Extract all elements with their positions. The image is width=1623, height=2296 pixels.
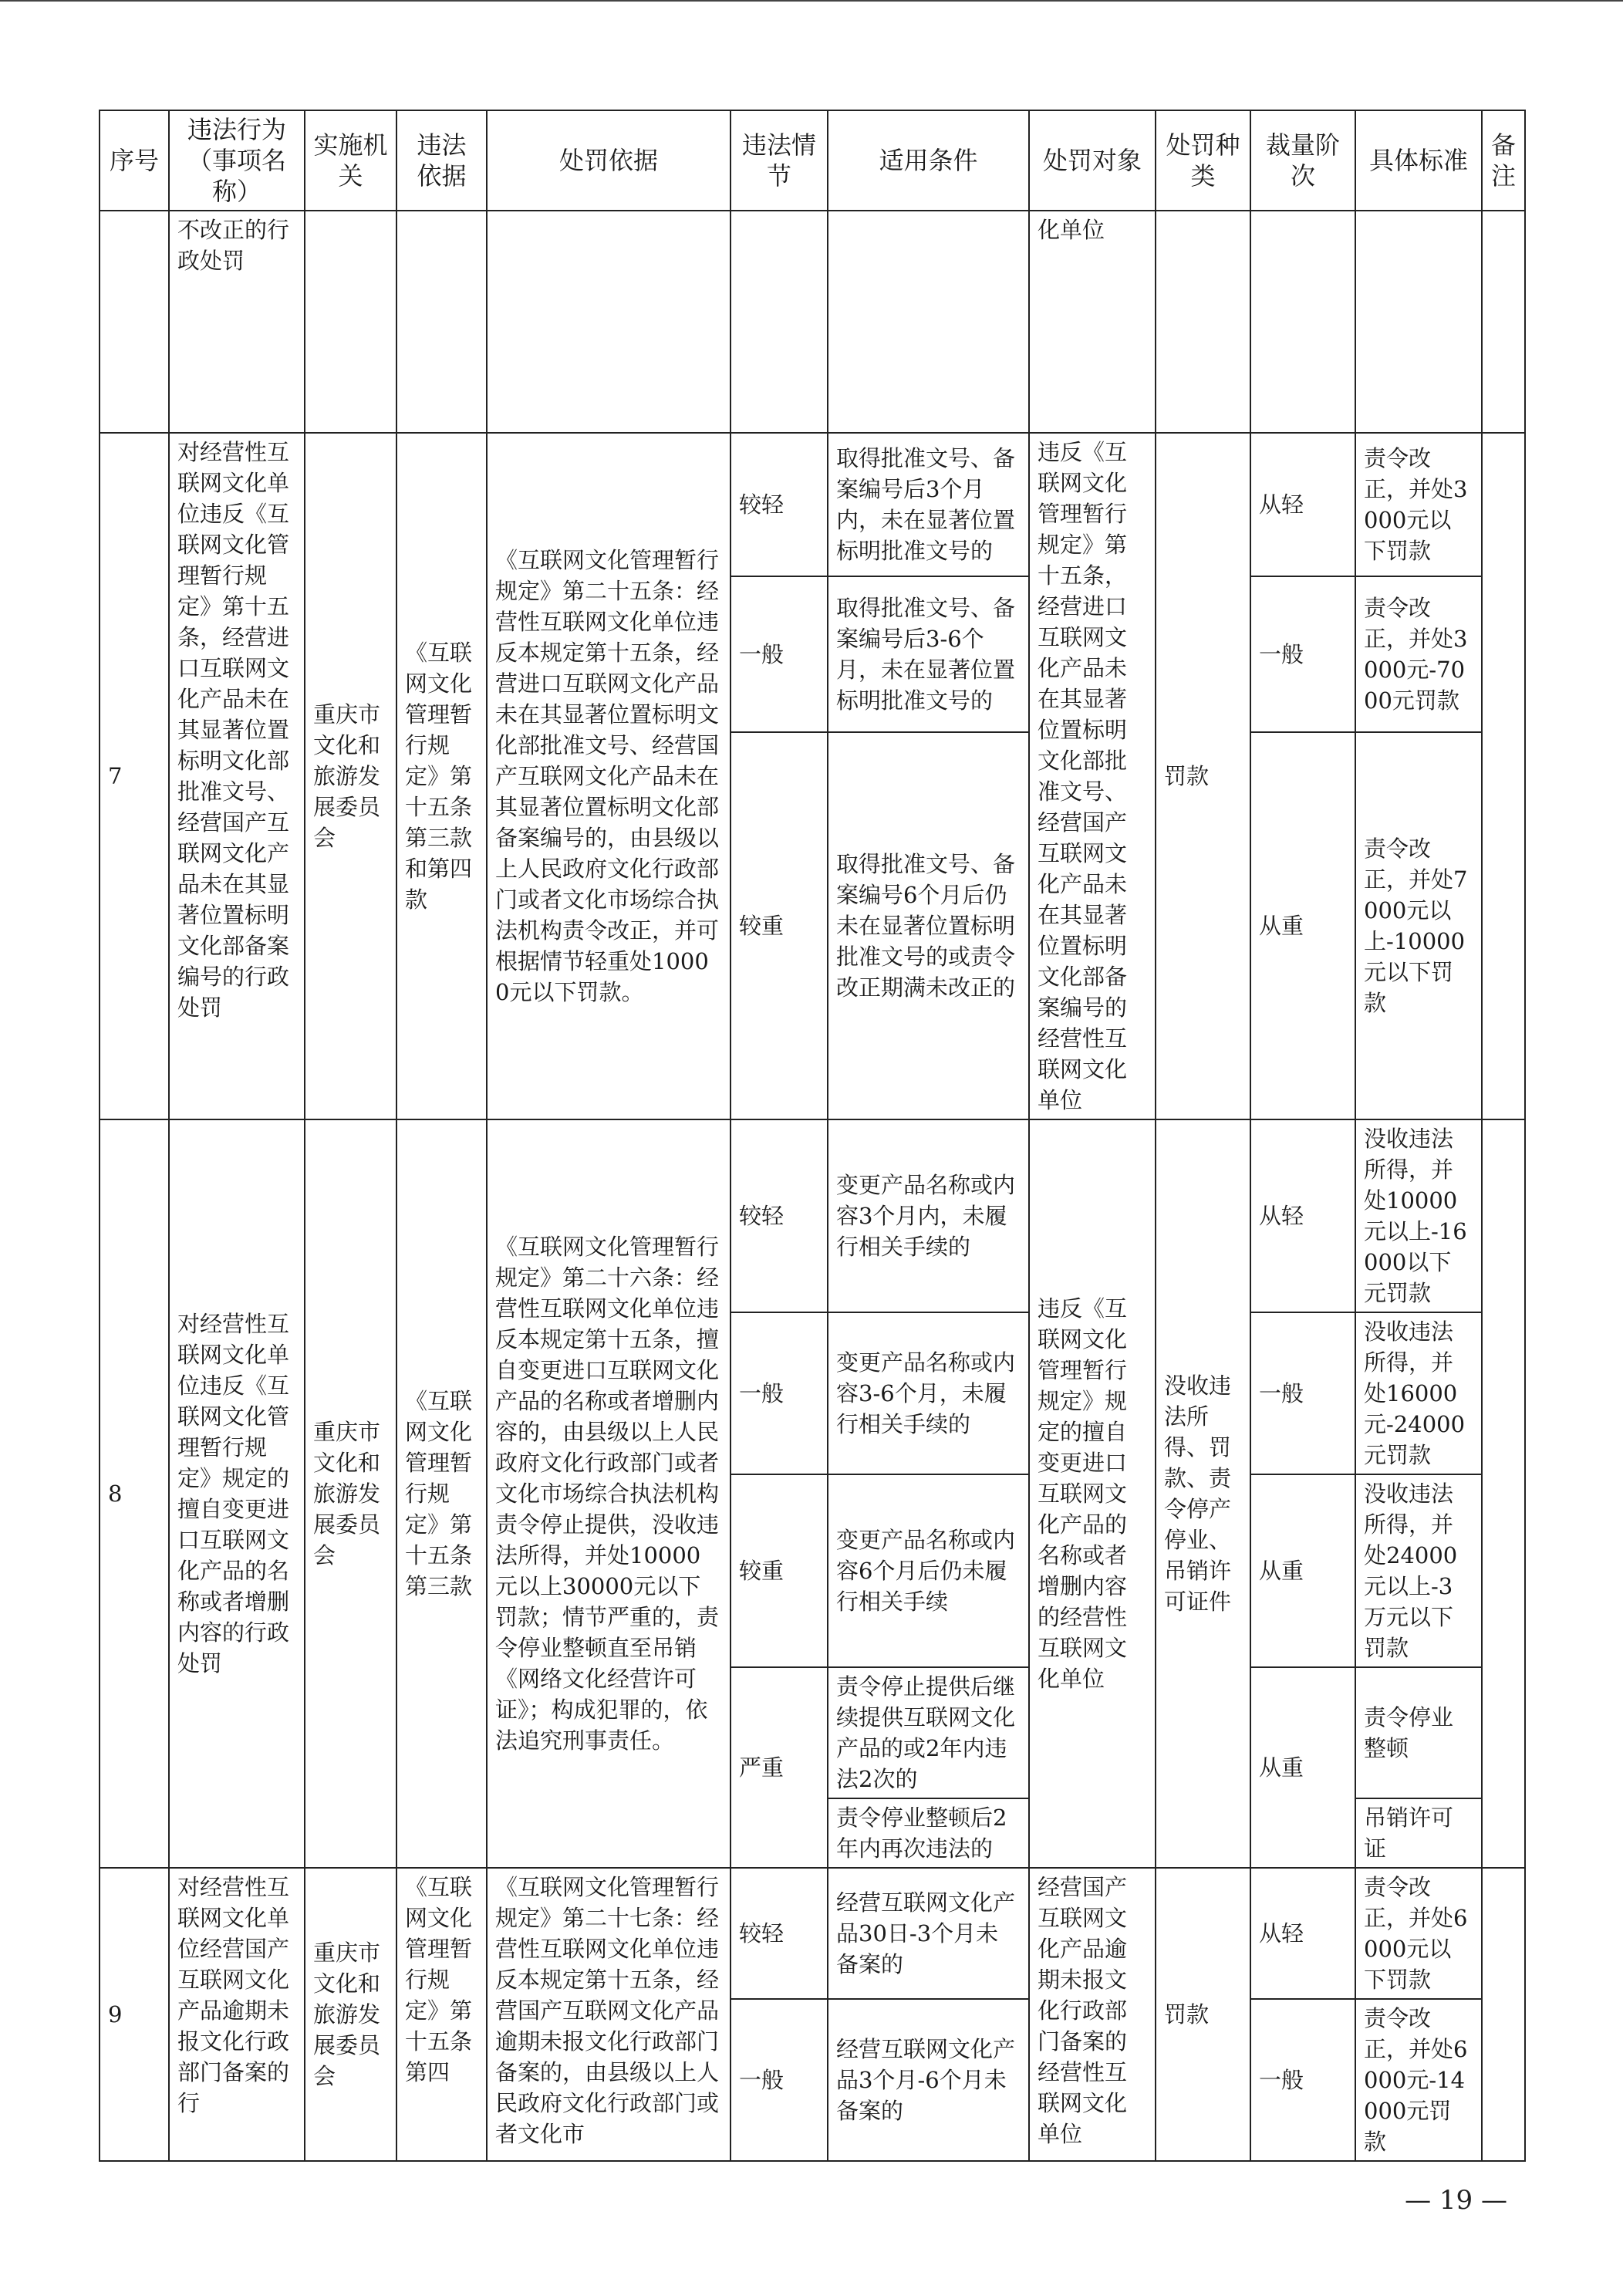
row8-standard-severe-2: 吊销许可证 xyxy=(1355,1798,1482,1868)
row7-penalty-basis: 《互联网文化管理暂行规定》第二十五条：经营性互联网文化单位违反本规定第十五条，经营进口互联网文化产品未在其显著位置标明文化部批准文号、经营国产互联网文化产品未在其显著位置标明文化部备案编号的，由县级以上人民政府文化行政部门或者文化市场综合执法机构责令改正，并可根据情节轻重处10000元以下罚款。 xyxy=(487,433,731,1119)
row7-circumstance-heavy: 较重 xyxy=(731,732,828,1119)
row8-circumstance-heavy: 较重 xyxy=(731,1474,828,1667)
row7-target: 违反《互联网文化管理暂行规定》第十五条，经营进口互联网文化产品未在其显著位置标明文化部批准文号、经营国产互联网文化产品未在其显著位置标明文化部备案编号的经营性互联网文化单位 xyxy=(1029,433,1156,1119)
header-type: 处罚种类 xyxy=(1156,110,1250,211)
row8-target: 违反《互联网文化管理暂行规定》规定的擅自变更进口互联网文化产品的名称或者增删内容的经营性互联网文化单位 xyxy=(1029,1119,1156,1868)
row7-behavior: 对经营性互联网文化单位违反《互联网文化管理暂行规定》第十五条，经营进口互联网文化产品未在其显著位置标明文化部批准文号、经营国产互联网文化产品未在其显著位置标明文化部备案编号的行政处罚 xyxy=(169,433,305,1119)
cont-seq xyxy=(100,211,169,433)
row7-standard-heavy: 责令改正，并处7000元以上-10000元以下罚款 xyxy=(1355,732,1482,1119)
row8-remark xyxy=(1482,1119,1525,1868)
row8-condition-light: 变更产品名称或内容3个月内，未履行相关手续的 xyxy=(828,1119,1029,1312)
cont-penalty-basis xyxy=(487,211,731,433)
header-penalty-basis: 处罚依据 xyxy=(487,110,731,211)
header-condition: 适用条件 xyxy=(828,110,1029,211)
row7-level-general: 一般 xyxy=(1250,576,1355,732)
row8-standard-light: 没收违法所得，并处10000元以上-16000以下元罚款 xyxy=(1355,1119,1482,1312)
row9-remark xyxy=(1482,1868,1525,2161)
table-row-8-light xyxy=(100,1119,1525,1312)
cont-standard xyxy=(1355,211,1482,433)
header-circumstance: 违法情节 xyxy=(731,110,828,211)
cont-circumstance xyxy=(731,211,828,433)
row9-agency: 重庆市文化和旅游发展委员会 xyxy=(305,1868,396,2161)
row9-level-general: 一般 xyxy=(1250,1999,1355,2161)
row9-circumstance-light: 较轻 xyxy=(731,1868,828,1999)
row8-condition-general: 变更产品名称或内容3-6个月，未履行相关手续的 xyxy=(828,1312,1029,1474)
row9-level-light: 从轻 xyxy=(1250,1868,1355,1999)
row8-level-light: 从轻 xyxy=(1250,1119,1355,1312)
row9-target: 经营国产互联网文化产品逾期未报文化行政部门备案的经营性互联网文化单位 xyxy=(1029,1868,1156,2161)
row8-standard-heavy: 没收违法所得，并处24000元以上-3万元以下罚款 xyxy=(1355,1474,1482,1667)
row8-level-heavy: 从重 xyxy=(1250,1474,1355,1667)
row8-seq: 8 xyxy=(100,1119,169,1868)
header-target: 处罚对象 xyxy=(1029,110,1156,211)
row7-condition-general: 取得批准文号、备案编号后3-6个月，未在显著位置标明批准文号的 xyxy=(828,576,1029,732)
table-row-7-light xyxy=(100,433,1525,576)
row8-level-general: 一般 xyxy=(1250,1312,1355,1474)
row8-standard-general: 没收违法所得，并处16000元-24000元罚款 xyxy=(1355,1312,1482,1474)
row8-circumstance-light: 较轻 xyxy=(731,1119,828,1312)
row7-standard-general: 责令改正，并处3000元-7000元罚款 xyxy=(1355,576,1482,732)
table-row-continuation xyxy=(100,211,1525,433)
cont-behavior: 不改正的行政处罚 xyxy=(169,211,305,433)
row8-basis: 《互联网文化管理暂行规定》第十五条第三款 xyxy=(396,1119,487,1868)
table-header-row xyxy=(100,110,1525,211)
row9-type: 罚款 xyxy=(1156,1868,1250,2161)
row7-seq: 7 xyxy=(100,433,169,1119)
row7-basis: 《互联网文化管理暂行规定》第十五条第三款和第四款 xyxy=(396,433,487,1119)
row8-condition-severe-2: 责令停业整顿后2年内再次违法的 xyxy=(828,1798,1029,1868)
row9-penalty-basis: 《互联网文化管理暂行规定》第二十七条：经营性互联网文化单位违反本规定第十五条，经营国产互联网文化产品逾期未报文化行政部门备案的，由县级以上人民政府文化行政部门或者文化市 xyxy=(487,1868,731,2161)
row7-condition-heavy: 取得批准文号、备案编号6个月后仍未在显著位置标明批准文号的或责令改正期满未改正的 xyxy=(828,732,1029,1119)
header-agency: 实施机关 xyxy=(305,110,396,211)
row8-circumstance-severe: 严重 xyxy=(731,1667,828,1868)
row7-circumstance-light: 较轻 xyxy=(731,433,828,576)
row8-penalty-basis: 《互联网文化管理暂行规定》第二十六条：经营性互联网文化单位违反本规定第十五条，擅自变更进口互联网文化产品的名称或者增删内容的，由县级以上人民政府文化行政部门或者文化市场综合执法机构责令停止提供，没收违法所得，并处10000元以上30000元以下罚款；情节严重的，责令停业整顿直至吊销《网络文化经营许可证》；构成犯罪的，依法追究刑事责任。 xyxy=(487,1119,731,1868)
row7-type: 罚款 xyxy=(1156,433,1250,1119)
row8-standard-severe-1: 责令停业整顿 xyxy=(1355,1667,1482,1798)
row7-circumstance-general: 一般 xyxy=(731,576,828,732)
top-border-line xyxy=(0,0,1623,2)
row7-condition-light: 取得批准文号、备案编号后3个月内，未在显著位置标明批准文号的 xyxy=(828,433,1029,576)
row8-level-severe: 从重 xyxy=(1250,1667,1355,1868)
page-number: — 19 — xyxy=(1405,2185,1507,2216)
row9-seq: 9 xyxy=(100,1868,169,2161)
table-row-9-light xyxy=(100,1868,1525,1999)
header-level: 裁量阶次 xyxy=(1250,110,1355,211)
row8-behavior: 对经营性互联网文化单位违反《互联网文化管理暂行规定》规定的擅自变更进口互联网文化产品的名称或者增删内容的行政处罚 xyxy=(169,1119,305,1868)
header-seq: 序号 xyxy=(100,110,169,211)
row9-standard-light: 责令改正，并处6000元以下罚款 xyxy=(1355,1868,1482,1999)
row9-condition-general: 经营互联网文化产品3个月-6个月未备案的 xyxy=(828,1999,1029,2161)
row7-agency: 重庆市文化和旅游发展委员会 xyxy=(305,433,396,1119)
cont-level xyxy=(1250,211,1355,433)
header-behavior: 违法行为（事项名称） xyxy=(169,110,305,211)
header-standard: 具体标准 xyxy=(1355,110,1482,211)
row8-condition-severe-1: 责令停止提供后继续提供互联网文化产品的或2年内违法2次的 xyxy=(828,1667,1029,1798)
row9-basis: 《互联网文化管理暂行规定》第十五条第四 xyxy=(396,1868,487,2161)
row7-level-light: 从轻 xyxy=(1250,433,1355,576)
row7-level-heavy: 从重 xyxy=(1250,732,1355,1119)
header-remark: 备注 xyxy=(1482,110,1525,211)
cont-basis xyxy=(396,211,487,433)
row7-remark xyxy=(1482,433,1525,1119)
row7-standard-light: 责令改正，并处3000元以下罚款 xyxy=(1355,433,1482,576)
row8-condition-heavy: 变更产品名称或内容6个月后仍未履行相关手续 xyxy=(828,1474,1029,1667)
row8-type: 没收违法所得、罚款、责令停产停业、吊销许可证件 xyxy=(1156,1119,1250,1868)
cont-target: 化单位 xyxy=(1029,211,1156,433)
cont-condition xyxy=(828,211,1029,433)
header-basis: 违法依据 xyxy=(396,110,487,211)
row9-behavior: 对经营性互联网文化单位经营国产互联网文化产品逾期未报文化行政部门备案的行 xyxy=(169,1868,305,2161)
row9-circumstance-general: 一般 xyxy=(731,1999,828,2161)
row9-condition-light: 经营互联网文化产品30日-3个月未备案的 xyxy=(828,1868,1029,1999)
cont-agency xyxy=(305,211,396,433)
row8-agency: 重庆市文化和旅游发展委员会 xyxy=(305,1119,396,1868)
penalty-discretion-table xyxy=(99,110,1526,2162)
row9-standard-general: 责令改正，并处6000元-14000元罚款 xyxy=(1355,1999,1482,2161)
cont-type xyxy=(1156,211,1250,433)
row8-circumstance-general: 一般 xyxy=(731,1312,828,1474)
cont-remark xyxy=(1482,211,1525,433)
